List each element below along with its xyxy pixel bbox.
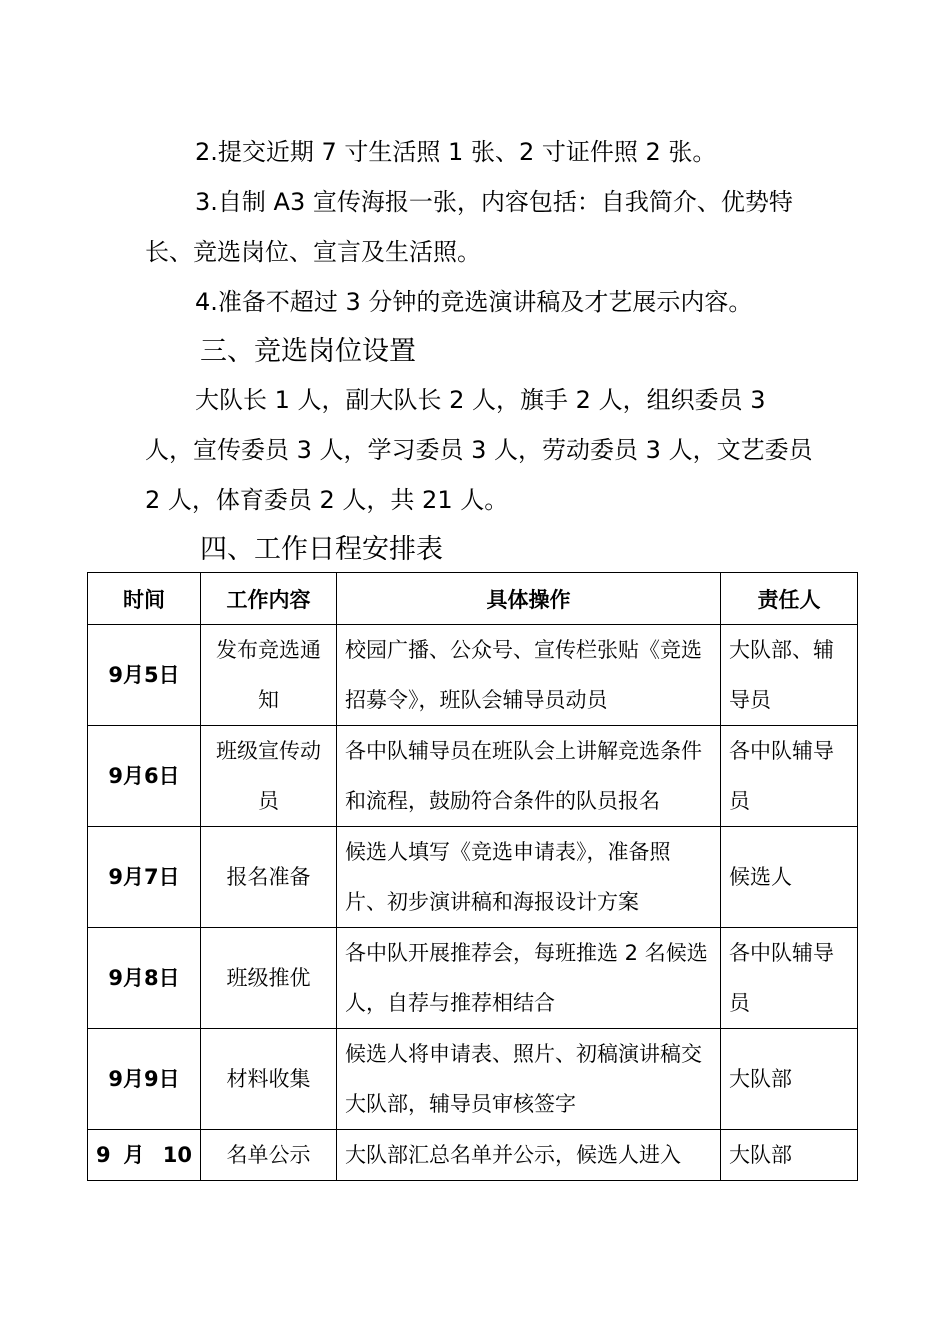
table-row: [88, 1130, 858, 1181]
row-detail: 候选人填写《竞选申请表》，准备照片、初步演讲稿和海报设计方案: [337, 827, 721, 928]
heading-positions: 三、竞选岗位设置: [200, 336, 416, 367]
paragraph-poster: 3.自制 A3 宣传海报一张，内容包括：自我简介、优势特长、竞选岗位、宣言及生活照。: [145, 188, 793, 266]
header-task: 工作内容: [201, 573, 337, 625]
row-task: 班级推优: [201, 928, 337, 1029]
row-task: 报名准备: [201, 827, 337, 928]
row-owner: 候选人: [721, 827, 858, 928]
row-owner: 大队部: [721, 1130, 858, 1181]
header-owner: 责任人: [721, 573, 858, 625]
row-detail: 各中队辅导员在班队会上讲解竞选条件和流程，鼓励符合条件的队员报名: [337, 726, 721, 827]
row-date: 9月7日: [88, 827, 201, 928]
row-detail: 候选人将申请表、照片、初稿演讲稿交大队部，辅导员审核签字: [337, 1029, 721, 1130]
row-date: 9月6日: [88, 726, 201, 827]
row-detail: 各中队开展推荐会，每班推选 2 名候选人，自荐与推荐相结合: [337, 928, 721, 1029]
paragraph-photos: 2.提交近期 7 寸生活照 1 张、2 寸证件照 2 张。: [195, 138, 717, 166]
heading-schedule: 四、工作日程安排表: [200, 534, 443, 565]
row-owner: 各中队辅导员: [721, 928, 858, 1029]
row-task: 班级宣传动员: [201, 726, 337, 827]
table-row: [88, 1029, 858, 1130]
row-detail: 大队部汇总名单并公示，候选人进入: [337, 1130, 721, 1181]
row-date: 9 月 10: [88, 1130, 201, 1181]
table-header-row: [88, 573, 858, 625]
header-detail: 具体操作: [337, 573, 721, 625]
table-row: [88, 928, 858, 1029]
row-date: 9月5日: [88, 625, 201, 726]
table-row: [88, 726, 858, 827]
schedule-table: [87, 572, 858, 1181]
paragraph-positions: 大队长 1 人，副大队长 2 人，旗手 2 人，组织委员 3 人，宣传委员 3 人，学习委员 3 人，劳动委员 3 人，文艺委员 2 人，体育委员 2 人，共 21 人。: [145, 386, 813, 514]
row-owner: 大队部、辅导员: [721, 625, 858, 726]
row-detail: 校园广播、公众号、宣传栏张贴《竞选招募令》，班队会辅导员动员: [337, 625, 721, 726]
row-task: 发布竞选通知: [201, 625, 337, 726]
header-date: 时间: [88, 573, 201, 625]
row-date: 9月9日: [88, 1029, 201, 1130]
row-owner: 大队部: [721, 1029, 858, 1130]
row-date: 9月8日: [88, 928, 201, 1029]
row-owner: 各中队辅导员: [721, 726, 858, 827]
row-task: 材料收集: [201, 1029, 337, 1130]
paragraph-speech: 4.准备不超过 3 分钟的竞选演讲稿及才艺展示内容。: [195, 288, 753, 316]
table-row: [88, 827, 858, 928]
row-task: 名单公示: [201, 1130, 337, 1181]
table-row: [88, 625, 858, 726]
